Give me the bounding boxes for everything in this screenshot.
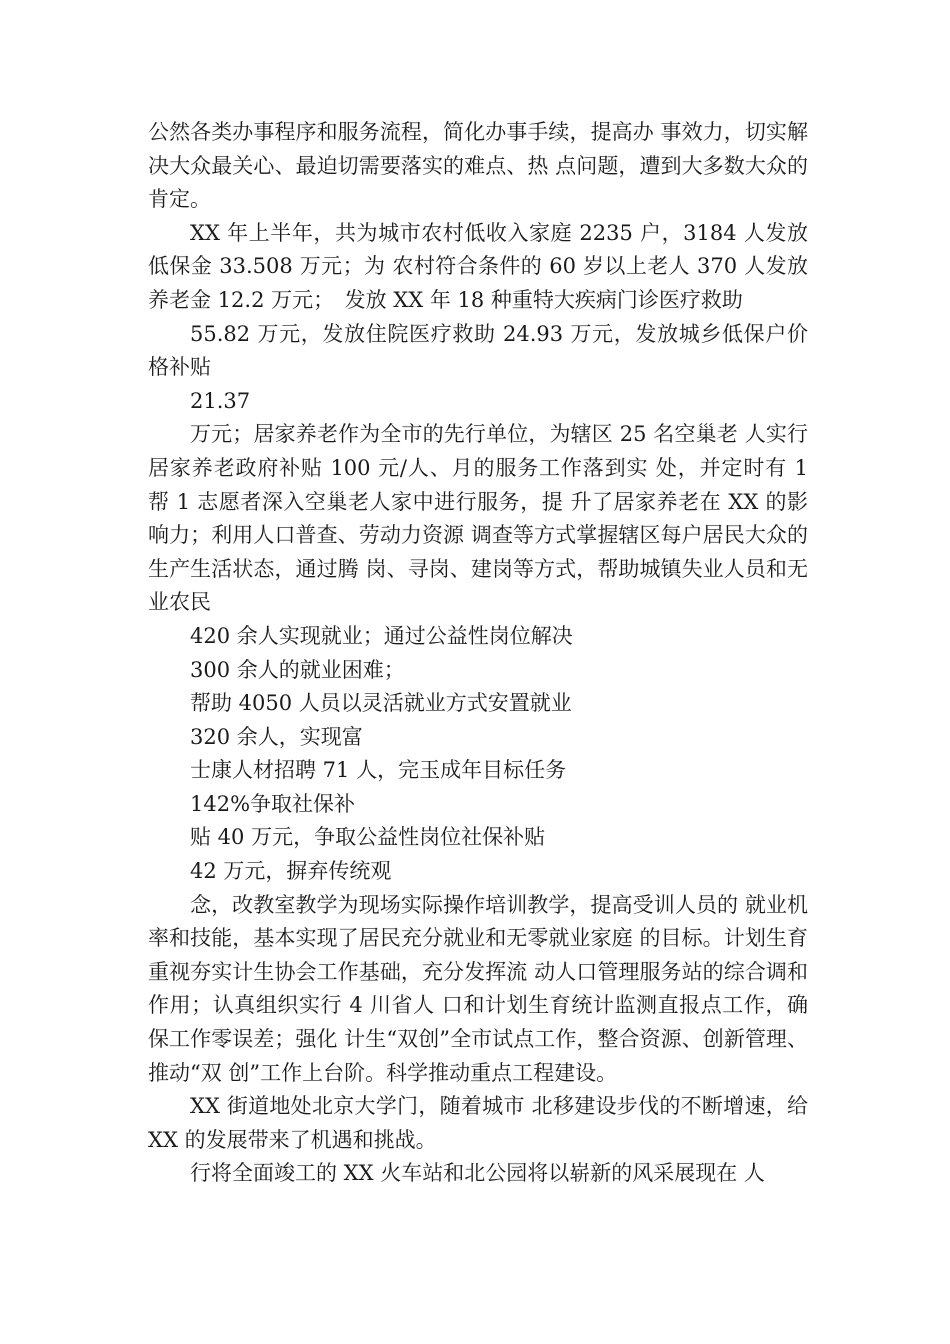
paragraph-4: 21.37: [190, 388, 251, 413]
paragraph-10: 士康人材招聘 71 人，完玉成年目标任务: [190, 758, 567, 783]
paragraph-7: 300 余人的就业困难；: [190, 657, 405, 682]
paragraph-3: 55.82 万元，发放住院医疗救助 24.93 万元，发放城乡低保户价格补贴: [148, 321, 808, 380]
paragraph-8: 帮助 4050 人员以灵活就业方式安置就业: [190, 691, 572, 716]
paragraph-1: 公然各类办事程序和服务流程，简化办事手续，提高办 事效力，切实解决大众最关心、最迫切需要落实的难点、热 点问题，遭到大多数大众的肯定。: [148, 120, 808, 212]
paragraph-16: 行将全面竣工的 XX 火车站和北公园将以崭新的风采展现在 人: [190, 1161, 765, 1186]
document-body: [148, 116, 808, 1191]
paragraph-13: 42 万元，摒弃传统观: [190, 859, 392, 884]
paragraph-2: XX 年上半年，共为城市农村低收入家庭 2235 户，3184 人发放低保金 33.508 万元；为 农村符合条件的 60 岁以上老人 370 人发放养老金 12.2 万元； 发放 XX 年 18 种重特大疾病门诊医疗救助: [148, 220, 808, 312]
paragraph-9: 320 余人，实现富: [190, 724, 363, 749]
paragraph-6: 420 余人实现就业；通过公益性岗位解决: [190, 623, 573, 648]
paragraph-5: 万元；居家养老作为全市的先行单位，为辖区 25 名空巢老 人实行居家养老政府补贴 100 元/人、月的服务工作落到实 处，并定时有 1 帮 1 志愿者深入空巢老人家中进行服务，提 升了居家养老在 XX 的影响力；利用人口普查、劳动力资源 调查等方式掌握辖区每户居民大众的生产生活状态，通过腾 岗、寻岗、建岗等方式，帮助城镇失业人员和无业农民: [148, 422, 808, 615]
paragraph-11: 142%争取社保补: [190, 791, 356, 816]
paragraph-12: 贴 40 万元，争取公益性岗位社保补贴: [190, 825, 546, 850]
paragraph-15: XX 街道地处北京大学门，随着城市 北移建设步伐的不断增速，给 XX 的发展带来了机遇和挑战。: [148, 1094, 808, 1152]
paragraph-14: 念，改教室教学为现场实际操作培训教学，提高受训人员的 就业机率和技能，基本实现了居民充分就业和无零就业家庭 的目标。计划生育重视夯实计生协会工作基础，充分发挥流 动人口管理服务站的综合调和作用；认真组织实行 4 川省人 口和计划生育统计监测直报点工作，确保工作零误差；强化 计生“双创”全市试点工作，整合资源、创新管理、推动“双 创”工作上台阶。科学推动重点工程建设。: [148, 892, 808, 1085]
